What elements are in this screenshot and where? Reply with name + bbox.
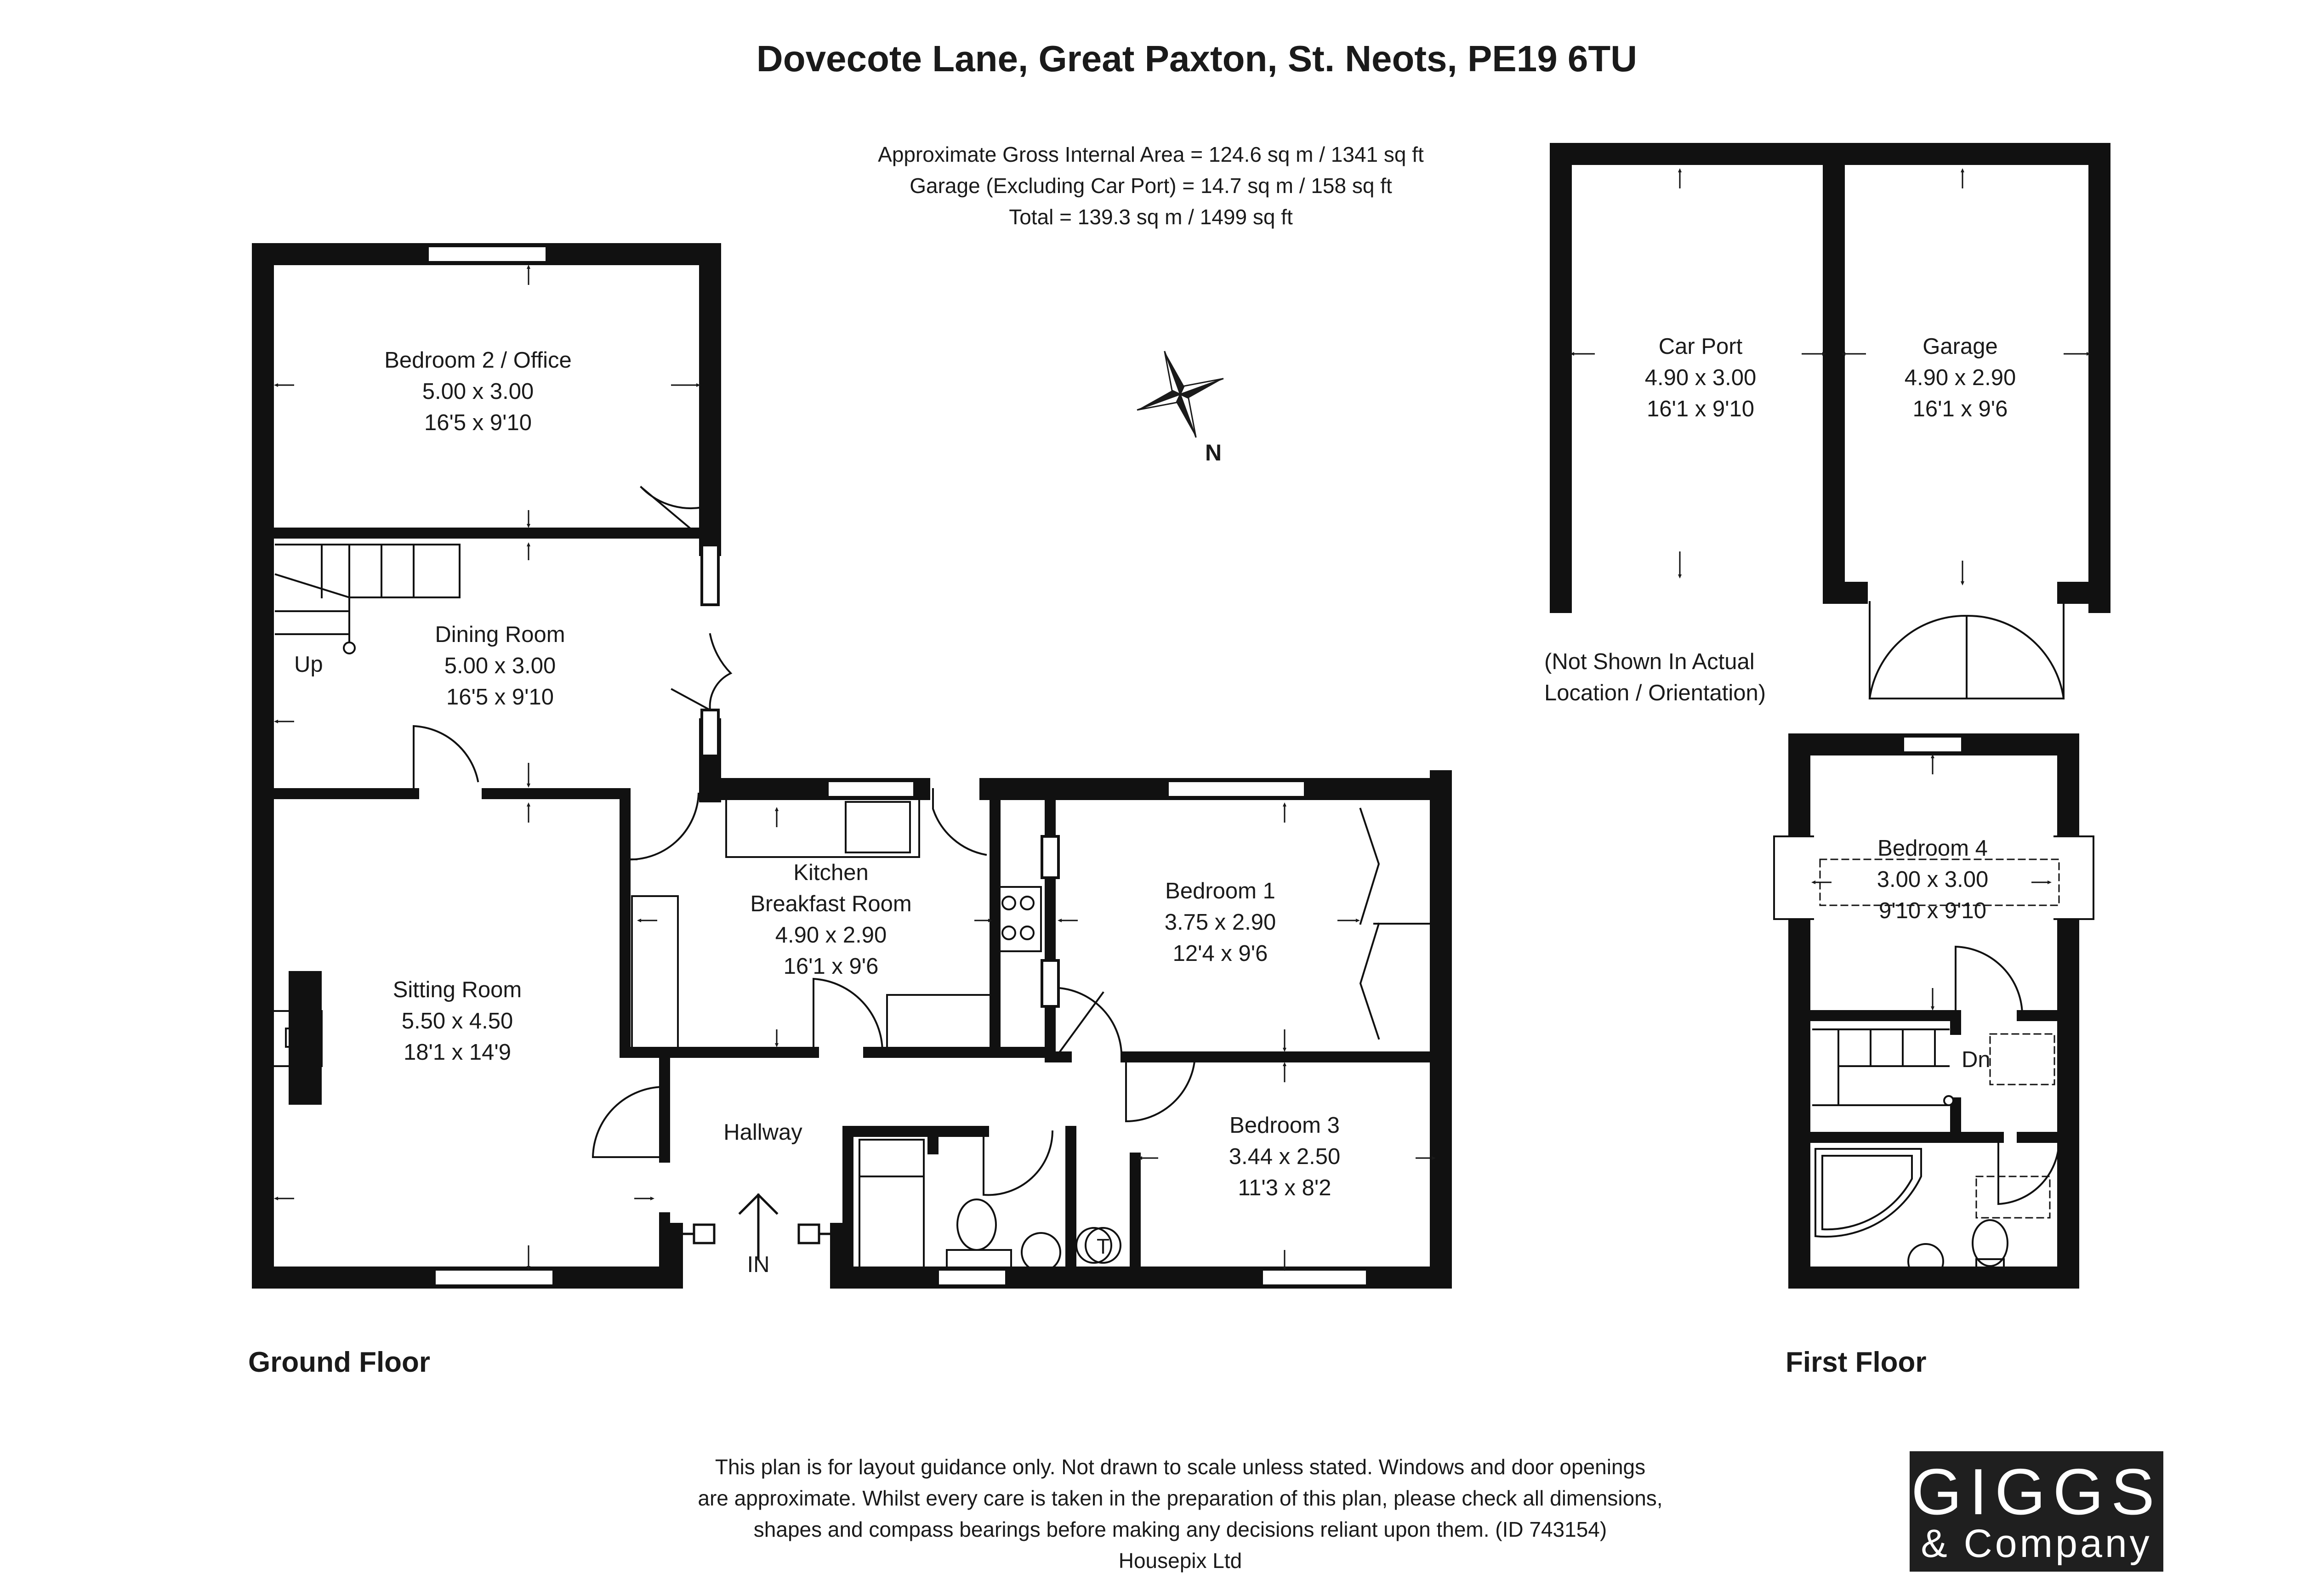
room-metric-kitchen: 4.90 x 2.90 [775,923,887,948]
note-not-shown-2: Location / Orientation) [1544,681,1766,705]
room-name-bedroom2: Bedroom 2 / Office [384,348,572,373]
area-total: Total = 139.3 sq m / 1499 sq ft [1009,205,1293,229]
disclaimer-line-4: Housepix Ltd [1118,1549,1242,1573]
room-imperial-sitting: 18'1 x 14'9 [404,1040,511,1065]
label-up: Up [294,652,323,677]
room-metric-sitting: 5.50 x 4.50 [401,1009,513,1034]
label-t: T [1096,1234,1110,1258]
room-metric-bedroom2: 5.00 x 3.00 [422,379,534,404]
room-name-dining: Dining Room [435,622,565,647]
room-metric-bedroom4: 3.00 x 3.00 [1877,867,1989,892]
disclaimer-line-3: shapes and compass bearings before making any decisions reliant upon them. (ID 743154) [753,1517,1607,1541]
logo-name: GIGGS [1911,1455,2162,1528]
floor-label-ground: Ground Floor [248,1346,431,1378]
room-metric-bedroom1: 3.75 x 2.90 [1164,910,1276,935]
room-imperial-bedroom4: 9'10 x 9'10 [1879,898,1986,923]
room-name-carport: Car Port [1658,334,1743,359]
room-name2-kitchen: Breakfast Room [750,892,912,916]
room-imperial-kitchen: 16'1 x 9'6 [783,954,879,979]
area-gross: Approximate Gross Internal Area = 124.6 sq m / 1341 sq ft [878,142,1424,166]
disclaimer-line-1: This plan is for layout guidance only. Not drawn to scale unless stated. Windows and door openings [715,1455,1646,1479]
room-imperial-bedroom2: 16'5 x 9'10 [424,410,532,435]
room-imperial-bedroom1: 12'4 x 9'6 [1172,941,1268,966]
room-name-hallway: Hallway [723,1120,802,1145]
compass-label: N [1205,440,1222,466]
garage-plan [1561,154,2099,699]
room-name-kitchen: Kitchen [793,860,869,885]
ground-floor-labels [294,348,1340,1277]
label-dn: Dn [1962,1047,1991,1072]
agency-logo [1910,1451,2163,1572]
room-name-bedroom1: Bedroom 1 [1165,879,1275,903]
garage-labels [1544,334,2016,705]
first-floor-labels [1877,836,1991,1072]
room-metric-dining: 5.00 x 3.00 [444,653,556,678]
disclaimer-line-2: are approximate. Whilst every care is taken in the preparation of this plan, please check all dimensions, [698,1486,1663,1510]
room-metric-garage: 4.90 x 2.90 [1904,365,2016,390]
room-name-garage: Garage [1923,334,1998,359]
room-imperial-garage: 16'1 x 9'6 [1912,397,2008,421]
room-name-bedroom4: Bedroom 4 [1877,836,1988,861]
note-not-shown-1: (Not Shown In Actual [1544,649,1755,674]
floor-label-first: First Floor [1786,1346,1927,1378]
label-in: IN [747,1252,770,1277]
room-imperial-dining: 16'5 x 9'10 [446,685,554,710]
room-imperial-bedroom3: 11'3 x 8'2 [1238,1176,1331,1200]
area-garage: Garage (Excluding Car Port) = 14.7 sq m / 158 sq ft [910,174,1392,198]
room-imperial-carport: 16'1 x 9'10 [1647,397,1754,421]
compass-icon [1121,335,1239,453]
room-name-bedroom3: Bedroom 3 [1229,1113,1340,1138]
plan-title: Dovecote Lane, Great Paxton, St. Neots, PE19 6TU [756,38,1638,79]
room-metric-carport: 4.90 x 3.00 [1644,365,1757,390]
room-name-sitting: Sitting Room [392,977,522,1002]
room-metric-bedroom3: 3.44 x 2.50 [1229,1144,1341,1169]
logo-sub: & Company [1921,1522,2152,1566]
first-floor-plan [1774,736,2093,1279]
